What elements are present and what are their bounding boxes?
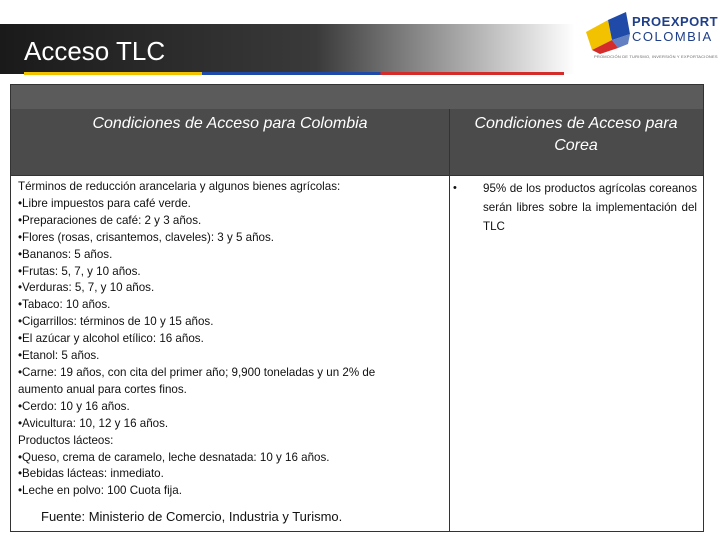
corea-header-line2: Corea	[554, 137, 598, 154]
condition-line: •Avicultura: 10, 12 y 16 años.	[18, 416, 169, 430]
condition-line: •Tabaco: 10 años.	[18, 298, 111, 312]
condition-line: •Bebidas lácteas: inmediato.	[18, 467, 164, 481]
corea-header	[449, 109, 703, 175]
column-divider	[449, 109, 450, 531]
proexport-logo	[582, 10, 718, 66]
condition-line: •Verduras: 5, 7, y 10 años.	[18, 281, 155, 295]
table-top-band	[11, 85, 703, 109]
condition-line: •Frutas: 5, 7, y 10 años.	[18, 264, 141, 278]
condition-line: •Cerdo: 10 y 16 años.	[18, 399, 130, 413]
condition-line: •Flores (rosas, crisantemos, claveles): 3 y 5 años.	[18, 230, 274, 244]
condition-line: •Cigarrillos: términos de 10 y 15 años.	[18, 315, 214, 329]
colombia-conditions	[18, 179, 438, 500]
condition-line: •El azúcar y alcohol etílico: 16 años.	[18, 332, 204, 346]
condition-line: aumento anual para cortes finos.	[18, 382, 187, 396]
condition-line: •Preparaciones de café: 2 y 3 años.	[18, 213, 202, 227]
condition-line: •Leche en polvo: 100 Cuota fija.	[18, 484, 182, 498]
condition-line: •Etanol: 5 años.	[18, 349, 100, 363]
logo-name: PROEXPORT	[632, 14, 719, 29]
corea-header-line1: Condiciones de Acceso para	[474, 115, 678, 132]
slide-title: Acceso TLC	[24, 36, 166, 66]
source-note: Fuente: Ministerio de Comercio, Industria y Turismo.	[41, 509, 343, 524]
condition-line: •Carne: 19 años, con cita del primer año; 9,900 toneladas y un 2% de	[18, 365, 376, 379]
condition-line: Términos de reducción arancelaria y algunos bienes agrícolas:	[18, 180, 341, 193]
corea-condition-text: 95% de los productos agrícolas coreanos serán libres sobre la implementación del TLC	[483, 182, 697, 233]
slide-header	[0, 0, 720, 80]
colombia-header	[11, 109, 449, 175]
bullet-icon: •	[453, 182, 457, 194]
condition-line: •Queso, crema de caramelo, leche desnatada: 10 y 16 años.	[18, 450, 330, 464]
colombia-header-text: Condiciones de Acceso para Colombia	[92, 115, 368, 132]
condition-line: Productos lácteos:	[18, 433, 114, 447]
row-divider	[11, 175, 703, 176]
logo-mark-icon	[582, 10, 632, 54]
condition-line: •Bananos: 5 años.	[18, 247, 113, 261]
condition-line: •Libre impuestos para café verde.	[18, 196, 191, 210]
logo-tagline: PROMOCIÓN DE TURISMO, INVERSIÓN Y EXPORTACIONES	[594, 54, 718, 59]
logo-country: COLOMBIA	[632, 29, 713, 44]
flag-stripe	[24, 72, 564, 75]
comparison-table	[10, 84, 704, 532]
